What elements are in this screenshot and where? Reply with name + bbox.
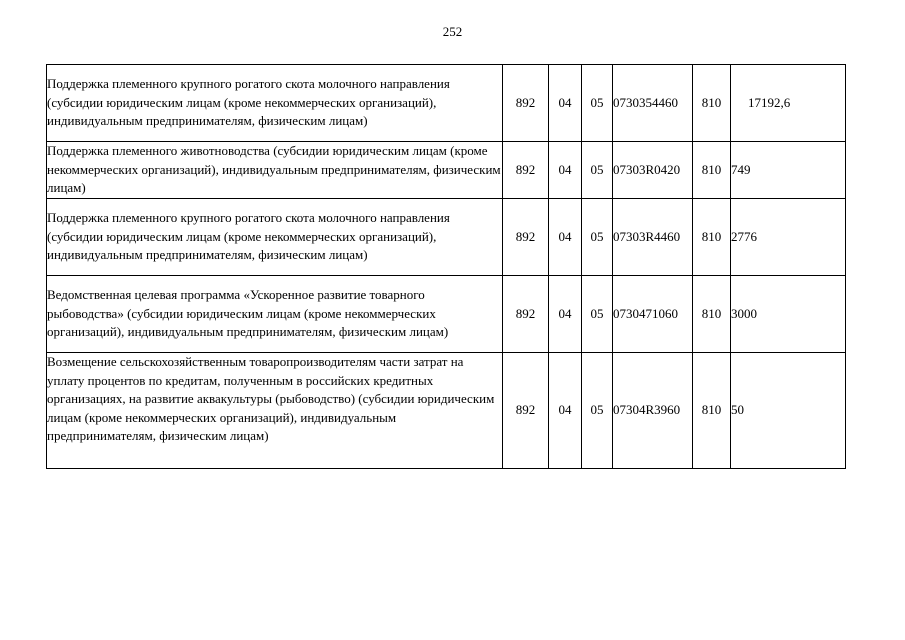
expense-type-code: 810	[693, 353, 731, 469]
target-article-code: 07303R4460	[613, 199, 693, 276]
subsection-code: 05	[582, 142, 613, 199]
section-code: 04	[549, 353, 582, 469]
ministry-code: 892	[503, 65, 549, 142]
amount-value: 3000	[731, 276, 846, 353]
row-description: Поддержка племенного животноводства (субсидии юридическим лицам (кроме некоммерческих организаций), индивидуальным предпринимателям, физическим лицам)	[47, 142, 503, 199]
target-article-code: 07304R3960	[613, 353, 693, 469]
table-row	[47, 276, 846, 353]
table-row	[47, 142, 846, 199]
page-number: 252	[442, 24, 463, 39]
target-article-code: 07303R0420	[613, 142, 693, 199]
expense-type-code: 810	[693, 276, 731, 353]
expense-type-code: 810	[693, 65, 731, 142]
subsection-code: 05	[582, 199, 613, 276]
expense-type-code: 810	[693, 199, 731, 276]
table-row	[47, 65, 846, 142]
amount-value: 50	[731, 353, 846, 469]
amount-value: 2776	[731, 199, 846, 276]
target-article-code: 0730354460	[613, 65, 693, 142]
row-description: Ведомственная целевая программа «Ускоренное развитие товарного рыбоводства» (субсидии юридическим лицам (кроме некоммерческих организаций), индивидуальным предпринимателям, физическим лицам)	[47, 276, 503, 353]
ministry-code: 892	[503, 276, 549, 353]
table-row	[47, 353, 846, 469]
subsection-code: 05	[582, 353, 613, 469]
section-code: 04	[549, 65, 582, 142]
amount-value: 749	[731, 142, 846, 199]
ministry-code: 892	[503, 142, 549, 199]
row-description: Возмещение сельскохозяйственным товаропроизводителям части затрат на уплату процентов по кредитам, полученным в российских кредитных организациях, на развитие аквакультуры (рыбоводство) (субсидии юридическим лицам (кроме некоммерческих организаций), индивидуальным предпринимателям, физическим лицам)	[47, 353, 503, 469]
subsection-code: 05	[582, 276, 613, 353]
subsection-code: 05	[582, 65, 613, 142]
target-article-code: 0730471060	[613, 276, 693, 353]
section-code: 04	[549, 276, 582, 353]
expense-type-code: 810	[693, 142, 731, 199]
budget-table	[46, 64, 846, 469]
row-description: Поддержка племенного крупного рогатого скота молочного направления (субсидии юридическим лицам (кроме некоммерческих организаций), индивидуальным предпринимателям, физическим лицам)	[47, 65, 503, 142]
section-code: 04	[549, 142, 582, 199]
amount-value: 17192,6	[731, 65, 846, 142]
section-code: 04	[549, 199, 582, 276]
ministry-code: 892	[503, 199, 549, 276]
table-row	[47, 199, 846, 276]
ministry-code: 892	[503, 353, 549, 469]
row-description: Поддержка племенного крупного рогатого скота молочного направления (субсидии юридическим лицам (кроме некоммерческих организаций), индивидуальным предпринимателям, физическим лицам)	[47, 199, 503, 276]
